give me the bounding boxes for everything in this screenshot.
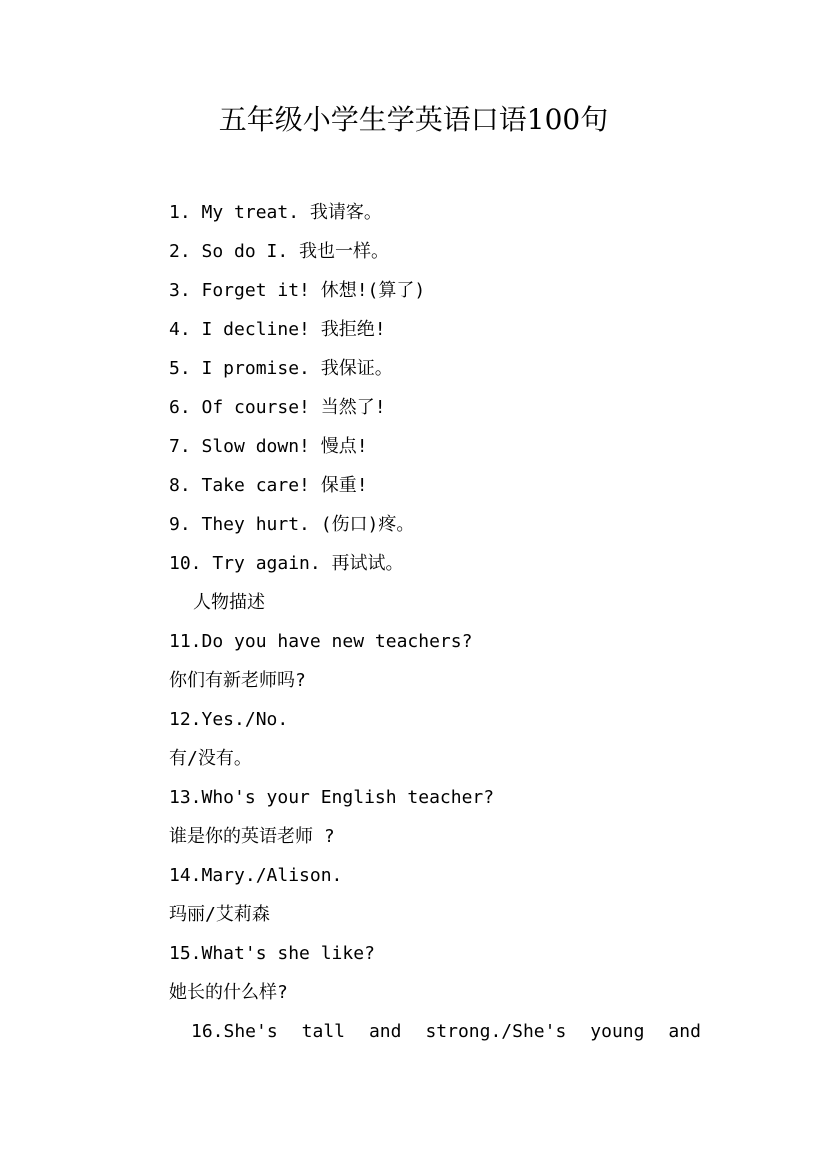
text-line: 9. They hurt. (伤口)疼。	[169, 514, 415, 535]
word: and	[368, 1021, 402, 1042]
word: and	[668, 1021, 701, 1042]
text-line: 2. So do I. 我也一样。	[169, 241, 390, 262]
text-line: 有/没有。	[169, 748, 252, 769]
text-line-justified	[169, 1012, 701, 1051]
text-line: 谁是你的英语老师 ?	[169, 826, 335, 847]
word: young	[590, 1021, 645, 1042]
word: strong./She's	[425, 1021, 567, 1042]
text-line: 10. Try again. 再试试。	[169, 553, 404, 574]
text-line: 5. I promise. 我保证。	[169, 358, 393, 379]
word: tall	[301, 1021, 346, 1042]
text-line: 你们有新老师吗?	[169, 670, 306, 691]
text-line: 6. Of course! 当然了!	[169, 397, 386, 418]
text-line: 15.What's she like?	[169, 943, 375, 964]
text-line: 12.Yes./No.	[169, 709, 289, 730]
text-line: 3. Forget it! 休想!(算了)	[169, 280, 426, 301]
text-line: 11.Do you have new teachers?	[169, 631, 473, 652]
section-heading: 人物描述	[193, 592, 265, 613]
text-line: 她长的什么样?	[169, 982, 288, 1003]
text-line: 7. Slow down! 慢点!	[169, 436, 368, 457]
text-line: 4. I decline! 我拒绝!	[169, 319, 386, 340]
text-line: 13.Who's your English teacher?	[169, 787, 495, 808]
text-line: 玛丽/艾莉森	[169, 904, 270, 925]
document-body	[169, 193, 729, 1051]
word: 16.She's	[191, 1021, 278, 1042]
text-line: 14.Mary./Alison.	[169, 865, 343, 886]
document-title: 五年级小学生学英语口语100句	[218, 103, 609, 136]
text-line: 8. Take care! 保重!	[169, 475, 368, 496]
text-line: 1. My treat. 我请客。	[169, 202, 382, 223]
